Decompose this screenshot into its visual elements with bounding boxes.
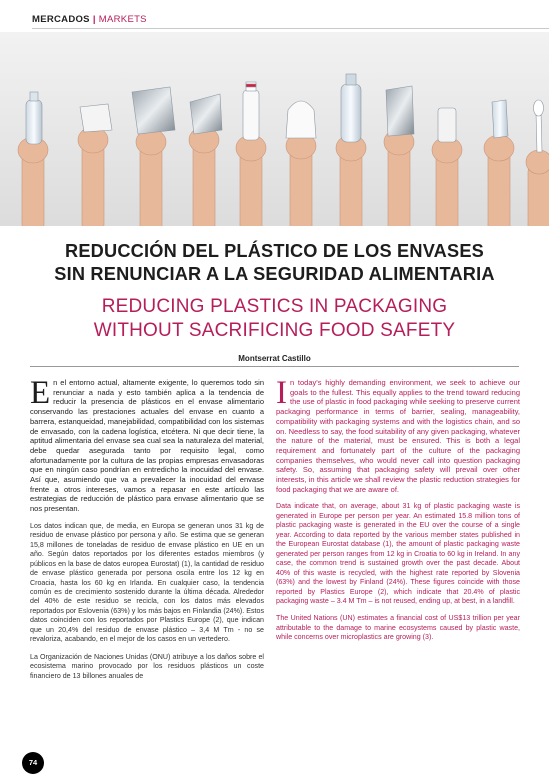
title-es-line-2: SIN RENUNCIAR A LA SEGURIDAD ALIMENTARIA (54, 264, 495, 284)
lead-text-en: n today's highly demanding environment, we seek to achieve our goals to the fullest. This equally applies to the trend toward reducing the use of plastic in food packaging while seeking to preserve current packaging performance in terms of barrier, sealing, manageability, compatibility with packaging systems and with the logistics chain, and so on. Needless to say, the food suitability of any given packaging, whatever the nature of the material, must be ensured. This is both a legal requirement and fortunately part of the culture of the packaging companies themselves, who would never call into question packaging safety. So, assuming that packaging safety will prevail over other interests, in this article we shall review the plastic reduction strategies for food packaging that we are aware of. (276, 378, 520, 494)
lead-paragraph-es (30, 375, 264, 514)
body-paragraph-es-1: Los datos indican que, de media, en Europa se generan unos 31 kg de residuo de envase plástico por persona y año. Se estima que se generan 15,8 millones de toneladas de residuo de envase plástico en UE en un año. Según datos reportados por los diferentes estados miembros (y públicos en la base de datos europea Eurostat) (1), la cantidad de residuo de envase plástico generada por persona oscila entre los 12 kg en Croacia, hasta los 60 kg en Irlanda. En cualquier caso, la tendencia común es de crecimiento sostenido durante la última década. Alrededor del 40% de este residuo se recicla, con los datos más elevados reportados por Eslovenia (63%) y los más bajos en Finlandia (24%). Estos datos coinciden con los reportados por Plastics Europe (2), que indican que un 20,4% del residuo de envase plástico – 3,4 M Tm - no se revaloriza, acabando, en el mejor de los casos en un vertedero. (30, 521, 264, 644)
lead-paragraph-en (276, 375, 520, 494)
page-number: 74 (22, 752, 44, 774)
header-divider (32, 28, 549, 29)
body-paragraph-es-2: La Organización de Naciones Unidas (ONU) atribuye a los daños sobre el ecosistema marino provocado por los residuos plásticos un coste financiero de 13 billones anuales de (30, 652, 264, 680)
section-header (32, 14, 147, 25)
title-en-line-1: REDUCING PLASTICS IN PACKAGING (101, 296, 448, 317)
hands-holding-plastic-illustration (0, 32, 549, 226)
hero-photo (0, 32, 549, 226)
section-separator: | (92, 14, 96, 25)
dropcap-en: I (276, 375, 287, 411)
column-english (276, 375, 520, 649)
column-spanish (30, 375, 264, 687)
dropcap-es: E (30, 375, 51, 411)
section-label-es: MERCADOS (32, 14, 90, 25)
article-title-es (0, 240, 549, 286)
body-paragraph-en-2: The United Nations (UN) estimates a financial cost of US$13 trillion per year attributable to the damage to marine ecosystems caused by plastic waste, while concerns over microplastics are growing (3). (276, 614, 520, 642)
article-title-en (0, 295, 549, 343)
body-paragraph-en-1: Data indicate that, on average, about 31 kg of plastic packaging waste is generated in Europe per person per year. An estimated 15.8 million tons of plastic packaging waste is generated in the EU over the course of a single year. According to data reported by the various member states published in the European Eurostat database (1), the amount of plastic packaging waste generated per person ranges from 12 kg in Croatia to 60 kg in Ireland. In any case, the common trend is sustained growth over the past decade. About 40% of this waste is recycled, with the highest rate reported by Slovenia (63%) and the lowest by Finland (24%). These figures coincide with those reported by Plastics Europe (2), which indicate that 20.4% of plastic packaging waste – 3.4 M Tm – is not reused, ending up, at best, in a landfill. (276, 502, 520, 605)
title-es-line-1: REDUCCIÓN DEL PLÁSTICO DE LOS ENVASES (64, 241, 485, 261)
lead-text-es: n el entorno actual, altamente exigente, lo queremos todo sin renunciar a nada y esto también aplica a la tendencia de reducir la presencia de plásticos en el envase alimentario conservando las prestaciones actuales del envase en cuanto a barrera, estanqueidad, manejabilidad, compatibilidad con los sistemas de envasado, con la cadena logística, etcétera. Ni que decir tiene, la aptitud alimentaria del envase sea cual sea la naturaleza del material, debe quedar asegurada tanto por requisito legal, como afortunadamente por la cultura de las propias empresas envasadoras que en ningún caso pondrían en entredicho la inocuidad del envase. Así que, asumiendo que va a prevalecer la inocuidad del envase frente a otros intereses, vamos a repasar en este artículo las estrategias de reducción de plástico para envase alimentario que se nos presentan. (30, 378, 264, 514)
title-en-line-2: WITHOUT SACRIFICING FOOD SAFETY (93, 320, 456, 341)
author-divider (30, 366, 519, 367)
author-byline: Montserrat Castillo (238, 354, 311, 363)
section-label-en: MARKETS (98, 14, 147, 25)
